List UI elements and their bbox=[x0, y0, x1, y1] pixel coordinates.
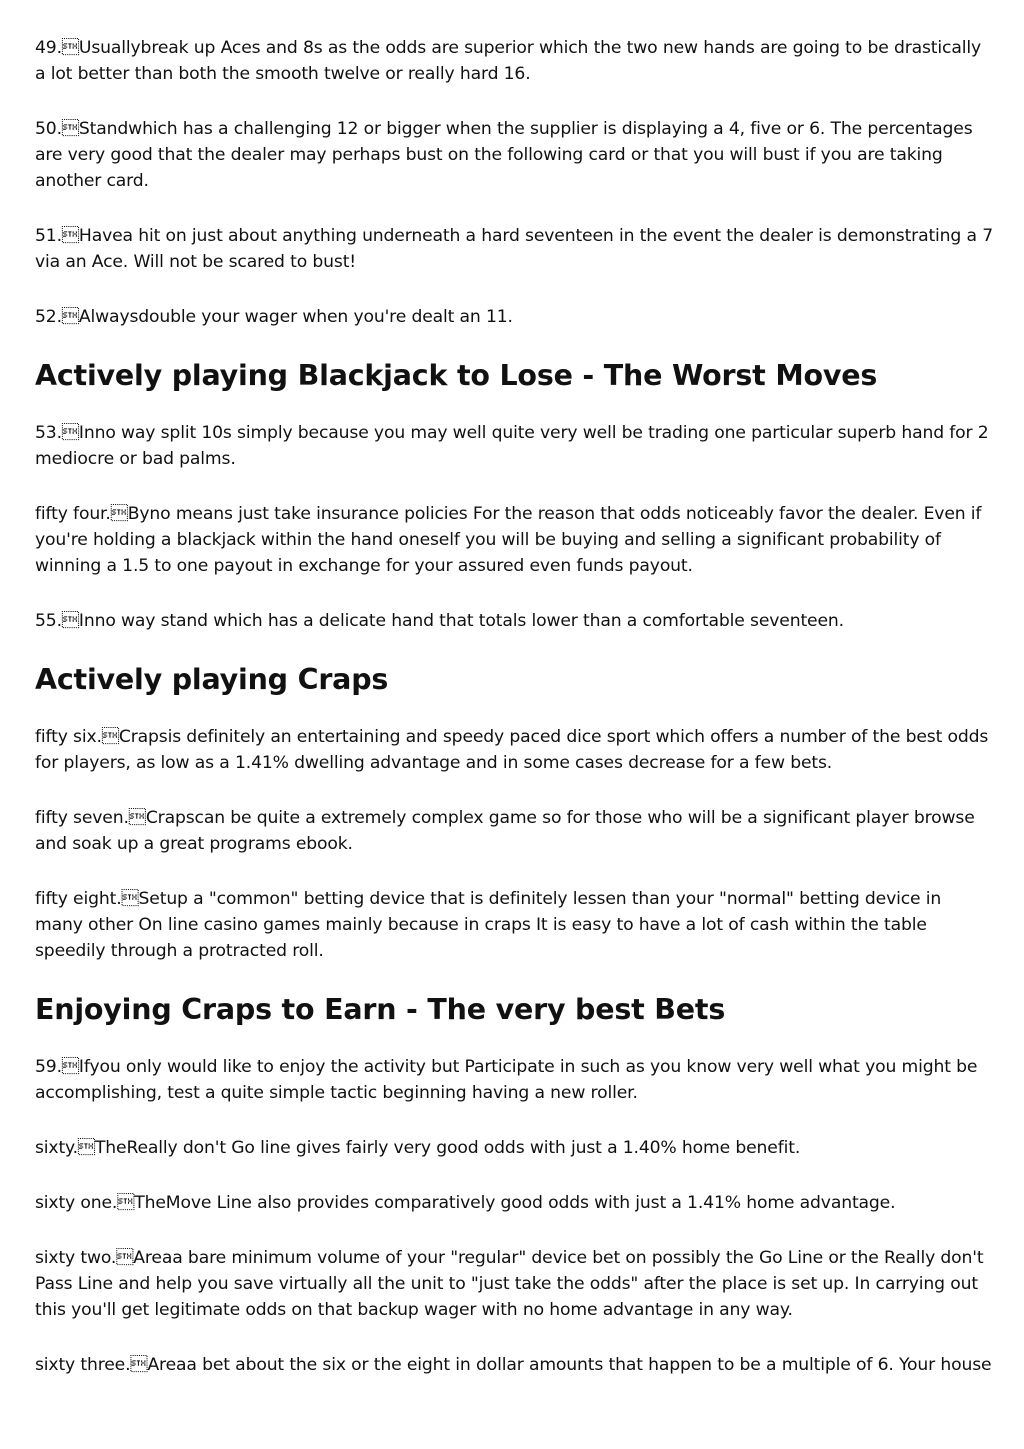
paragraph-56: fifty six.Crapsis definitely an entertaining and speedy paced dice sport which offers a number of the best odds for players, as low as a 1.41% dwelling advantage and in some cases decrease for a few bets. bbox=[35, 727, 989, 773]
paragraph-53: 53.Inno way split 10s simply because you may well quite very well be trading one particular superb hand for 2 mediocre or bad palms. bbox=[35, 423, 989, 469]
heading-craps: Actively playing Craps bbox=[35, 663, 389, 696]
paragraph-62: sixty two.Areaa bare minimum volume of your "regular" device bet on possibly the Go Line or the Really don't Pass Line and help you save virtually all the unit to "just take the odds" after the place is set up. In carrying out this you'll get legitimate odds on that backup wager with no home advantage in any way. bbox=[35, 1248, 984, 1320]
paragraph-63: sixty three.Areaa bet about the six or the eight in dollar amounts that happen to be a multiple of 6. Your house bbox=[35, 1355, 992, 1375]
paragraph-59: 59.Ifyou only would like to enjoy the activity but Participate in such as you know very well what you might be accomplishing, test a quite simple tactic beginning having a new roller. bbox=[35, 1057, 978, 1103]
paragraph-58: fifty eight.Setup a "common" betting device that is definitely lessen than your "normal" betting device in many other On line casino games mainly because in craps It is easy to have a lot of cash within the table speedily through a protracted roll. bbox=[35, 889, 942, 961]
paragraph-51: 51.Havea hit on just about anything underneath a hard seventeen in the event the dealer is demonstrating a 7 via an Ace. Will not be scared to bust! bbox=[35, 226, 993, 272]
paragraph-61: sixty one.TheMove Line also provides comparatively good odds with just a 1.41% home advantage. bbox=[35, 1193, 896, 1213]
paragraph-55: 55.Inno way stand which has a delicate hand that totals lower than a comfortable seventeen. bbox=[35, 611, 844, 631]
heading-craps-earn: Enjoying Craps to Earn - The very best Bets bbox=[35, 993, 726, 1026]
document-page bbox=[35, 35, 993, 1407]
paragraph-52: 52.Alwaysdouble your wager when you're dealt an 11. bbox=[35, 307, 513, 327]
paragraph-50: 50.Standwhich has a challenging 12 or bigger when the supplier is displaying a 4, five or 6. The percentages are very good that the dealer may perhaps bust on the following card or that you will bust if you are taking another card. bbox=[35, 119, 973, 191]
paragraph-54: fifty four.Byno means just take insurance policies For the reason that odds noticeably favor the dealer. Even if you're holding a blackjack within the hand oneself you will be buying and selling a significant probability of winning a 1.5 to one payout in exchange for your assured even funds payout. bbox=[35, 504, 982, 576]
paragraph-60: sixty.TheReally don't Go line gives fairly very good odds with just a 1.40% home benefit. bbox=[35, 1138, 801, 1158]
paragraph-49: 49.Usuallybreak up Aces and 8s as the odds are superior which the two new hands are going to be drastically a lot better than both the smooth twelve or really hard 16. bbox=[35, 38, 981, 84]
heading-blackjack-lose: Actively playing Blackjack to Lose - The Worst Moves bbox=[35, 359, 878, 392]
paragraph-57: fifty seven.Crapscan be quite a extremely complex game so for those who will be a significant player browse and soak up a great programs ebook. bbox=[35, 808, 975, 854]
